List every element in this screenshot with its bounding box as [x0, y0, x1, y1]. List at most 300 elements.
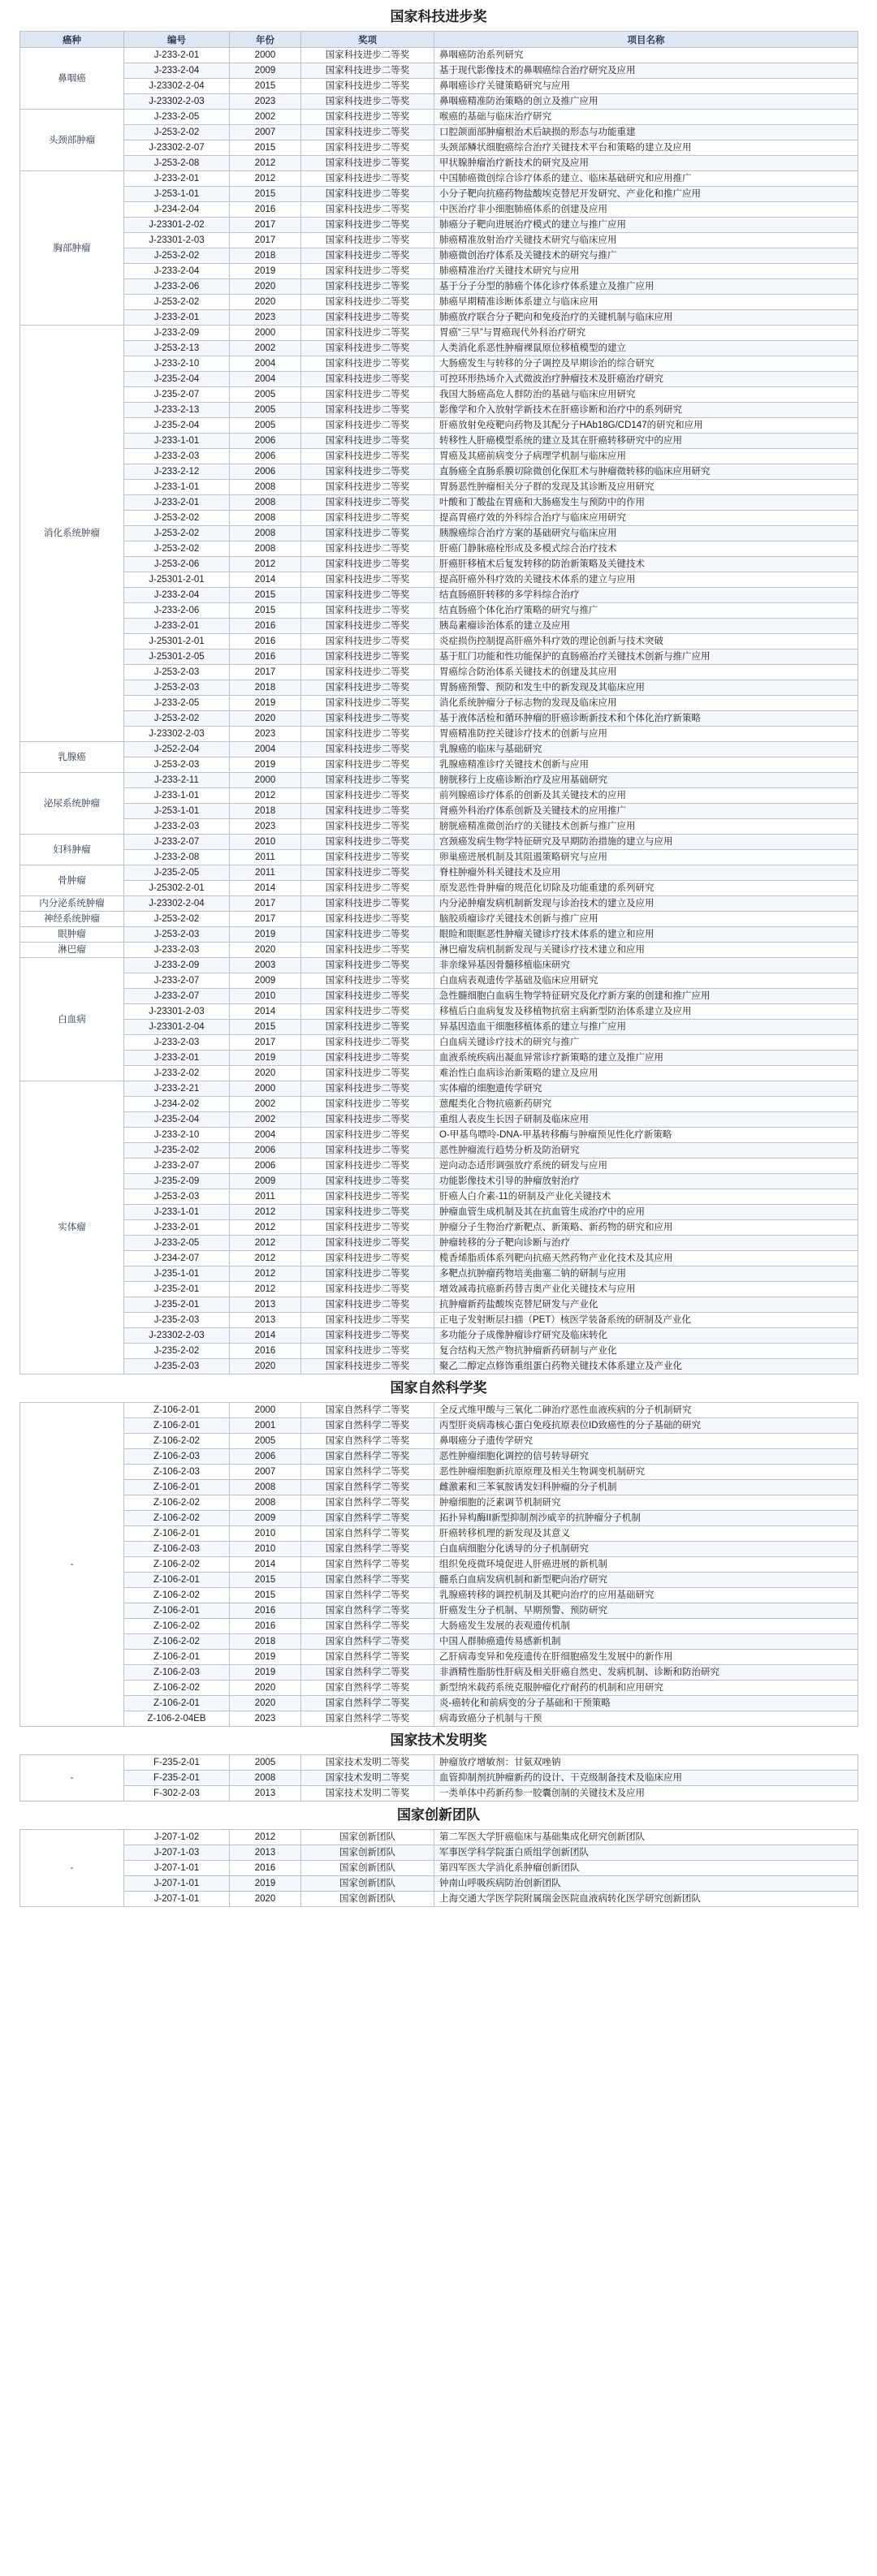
table-row: [20, 896, 858, 912]
award-cell: 国家科技进步二等奖: [301, 619, 434, 634]
project-cell: 全反式维甲酸与三氧化二砷治疗恶性血液疾病的分子机制研究: [434, 1403, 858, 1418]
table-row: [20, 619, 858, 634]
award-cell: 国家科技进步二等奖: [301, 1143, 434, 1159]
project-cell: 头颈部鳞状细胞癌综合治疗关键技术平台和策略的建立及应用: [434, 140, 858, 156]
code-cell: J-234-2-02: [124, 1097, 230, 1112]
table-row: [20, 48, 858, 63]
project-cell: 肺癌分子靶向进展治疗模式的建立与推广应用: [434, 218, 858, 233]
award-cell: 国家自然科学二等奖: [301, 1650, 434, 1665]
column-header-project: 项目名称: [434, 32, 858, 48]
code-cell: J-235-2-03: [124, 1313, 230, 1328]
award-cell: 国家科技进步二等奖: [301, 48, 434, 63]
code-cell: J-233-2-01: [124, 48, 230, 63]
code-cell: J-253-2-03: [124, 757, 230, 773]
year-cell: 2019: [230, 1876, 301, 1892]
table-row: [20, 449, 858, 464]
project-cell: 基于肛门功能和性功能保护的直肠癌治疗关键技术创新与推广应用: [434, 649, 858, 665]
table-row: [20, 1588, 858, 1603]
project-cell: 鼻咽癌精准防治策略的创立及推广应用: [434, 94, 858, 110]
table-row: [20, 1480, 858, 1495]
table-row: [20, 248, 858, 264]
project-cell: 一类单体中药新药参一胶囊创制的关键技术及应用: [434, 1786, 858, 1801]
project-cell: 胃肠癌预警、预防和发生中的新发现及其临床应用: [434, 680, 858, 696]
award-cell: 国家科技进步二等奖: [301, 310, 434, 326]
code-cell: J-233-2-03: [124, 943, 230, 958]
table-row: [20, 1634, 858, 1650]
award-cell: 国家科技进步二等奖: [301, 927, 434, 943]
category-cell: 白血病: [20, 958, 124, 1081]
project-cell: 抗肿瘤新药盐酸埃克替尼研发与产业化: [434, 1297, 858, 1313]
year-cell: 2009: [230, 63, 301, 79]
project-cell: 非酒精性脂肪性肝病及相关肝癌自然史、发病机制、诊断和防治研究: [434, 1665, 858, 1681]
project-cell: 肾癌外科治疗体系创新及关键技术的应用推广: [434, 804, 858, 819]
code-cell: J-253-2-02: [124, 542, 230, 557]
project-cell: 鼻咽癌防治系列研究: [434, 48, 858, 63]
year-cell: 2006: [230, 449, 301, 464]
year-cell: 2015: [230, 1020, 301, 1035]
table-row: [20, 572, 858, 588]
award-cell: 国家科技进步二等奖: [301, 1313, 434, 1328]
award-cell: 国家科技进步二等奖: [301, 850, 434, 865]
award-cell: 国家自然科学二等奖: [301, 1696, 434, 1711]
code-cell: J-233-1-01: [124, 434, 230, 449]
award-cell: 国家科技进步二等奖: [301, 1297, 434, 1313]
project-cell: 提高肝癌外科疗效的关键技术体系的建立与应用: [434, 572, 858, 588]
project-cell: 多功能分子成像肿瘤诊疗研究及临床转化: [434, 1328, 858, 1344]
project-cell: 小分子靶向抗癌药物盐酸埃克替尼开发研究、产业化和推广应用: [434, 187, 858, 202]
table-row: [20, 1526, 858, 1542]
category-cell: 淋巴瘤: [20, 943, 124, 958]
project-cell: 恶性肿瘤细胞化调控的信号转导研究: [434, 1449, 858, 1465]
code-cell: J-207-1-03: [124, 1845, 230, 1861]
year-cell: 2019: [230, 696, 301, 711]
award-cell: 国家科技进步二等奖: [301, 557, 434, 572]
year-cell: 2023: [230, 94, 301, 110]
table-row: [20, 1681, 858, 1696]
award-cell: 国家科技进步二等奖: [301, 1189, 434, 1205]
table-row: [20, 495, 858, 511]
award-cell: 国家科技进步二等奖: [301, 588, 434, 603]
code-cell: J-233-2-11: [124, 773, 230, 788]
table-row: [20, 526, 858, 542]
year-cell: 2017: [230, 912, 301, 927]
table-row: [20, 1189, 858, 1205]
table-row: [20, 634, 858, 649]
award-cell: 国家科技进步二等奖: [301, 788, 434, 804]
code-cell: J-233-2-01: [124, 1051, 230, 1066]
table-row: [20, 1786, 858, 1801]
year-cell: 2010: [230, 835, 301, 850]
project-cell: 肺癌精准放射治疗关键技术研究与临床应用: [434, 233, 858, 248]
year-cell: 2008: [230, 495, 301, 511]
code-cell: J-233-2-05: [124, 1236, 230, 1251]
table-row: [20, 1220, 858, 1236]
project-cell: 结直肠癌肝转移的多学科综合治疗: [434, 588, 858, 603]
table-row: [20, 1159, 858, 1174]
table-row: [20, 1066, 858, 1081]
year-cell: 2016: [230, 202, 301, 218]
year-cell: 2015: [230, 1573, 301, 1588]
code-cell: J-23302-2-04: [124, 896, 230, 912]
table-row: [20, 387, 858, 403]
project-cell: 基于液体活检和循环肿瘤的肝癌诊断新技术和个体化治疗新策略: [434, 711, 858, 727]
category-cell: 妇科肿瘤: [20, 835, 124, 865]
code-cell: J-235-2-02: [124, 1344, 230, 1359]
year-cell: 2014: [230, 1557, 301, 1573]
table-row: [20, 1128, 858, 1143]
table-row: [20, 1205, 858, 1220]
award-cell: 国家科技进步二等奖: [301, 1066, 434, 1081]
year-cell: 2004: [230, 742, 301, 757]
project-cell: 肺癌精准治疗关键技术研究与应用: [434, 264, 858, 279]
year-cell: 2012: [230, 788, 301, 804]
code-cell: J-233-2-09: [124, 958, 230, 973]
table-row: [20, 295, 858, 310]
table-row: [20, 1876, 858, 1892]
table-row: [20, 1266, 858, 1282]
award-cell: 国家科技进步二等奖: [301, 110, 434, 125]
award-cell: 国家科技进步二等奖: [301, 464, 434, 480]
award-cell: 国家自然科学二等奖: [301, 1573, 434, 1588]
year-cell: 2002: [230, 341, 301, 356]
project-cell: 肺癌放疗联合分子靶向和免疫治疗的关键机制与临床应用: [434, 310, 858, 326]
table-row: [20, 557, 858, 572]
project-cell: 恶性肿瘤流行趋势分析及防治研究: [434, 1143, 858, 1159]
table-row: [20, 1495, 858, 1511]
table-row: [20, 1328, 858, 1344]
code-cell: J-253-2-13: [124, 341, 230, 356]
award-cell: 国家科技进步二等奖: [301, 403, 434, 418]
award-cell: 国家科技进步二等奖: [301, 279, 434, 295]
year-cell: 2006: [230, 1143, 301, 1159]
year-cell: 2006: [230, 464, 301, 480]
project-cell: 肺癌早期精准诊断体系建立与临床应用: [434, 295, 858, 310]
award-cell: 国家自然科学二等奖: [301, 1603, 434, 1619]
project-cell: 脊柱肿瘤外科关键技术及应用: [434, 865, 858, 881]
year-cell: 2016: [230, 1344, 301, 1359]
award-cell: 国家自然科学二等奖: [301, 1495, 434, 1511]
year-cell: 2020: [230, 279, 301, 295]
year-cell: 2006: [230, 1159, 301, 1174]
year-cell: 2006: [230, 434, 301, 449]
award-cell: 国家科技进步二等奖: [301, 819, 434, 835]
year-cell: 2014: [230, 881, 301, 896]
project-cell: 聚乙二醇定点修饰重组蛋白药物关键技术体系建立及产业化: [434, 1359, 858, 1374]
project-cell: 消化系统肿瘤分子标志物的发现及临床应用: [434, 696, 858, 711]
project-cell: 胰岛素瘤诊治体系的建立及应用: [434, 619, 858, 634]
table-row: [20, 1236, 858, 1251]
year-cell: 2010: [230, 1542, 301, 1557]
project-cell: 白血病表观遗传学基础及临床应用研究: [434, 973, 858, 989]
table-row: [20, 1711, 858, 1727]
project-cell: 中国人群肺癌遗传易感新机制: [434, 1634, 858, 1650]
award-cell: 国家科技进步二等奖: [301, 1205, 434, 1220]
table-row: [20, 927, 858, 943]
project-cell: 上海交通大学医学院附属瑞金医院血液病转化医学研究创新团队: [434, 1892, 858, 1907]
code-cell: J-235-2-03: [124, 1359, 230, 1374]
award-cell: 国家自然科学二等奖: [301, 1711, 434, 1727]
table-row: [20, 1313, 858, 1328]
year-cell: 2004: [230, 1128, 301, 1143]
column-header-category: 癌种: [20, 32, 124, 48]
code-cell: J-253-2-02: [124, 526, 230, 542]
code-cell: Z-106-2-03: [124, 1665, 230, 1681]
awards-table: [19, 1829, 858, 1907]
year-cell: 2019: [230, 1650, 301, 1665]
year-cell: 2015: [230, 187, 301, 202]
award-cell: 国家技术发明二等奖: [301, 1786, 434, 1801]
award-cell: 国家科技进步二等奖: [301, 572, 434, 588]
year-cell: 2008: [230, 511, 301, 526]
project-cell: 实体瘤的细胞遗传学研究: [434, 1081, 858, 1097]
table-row: [20, 1097, 858, 1112]
year-cell: 2011: [230, 1189, 301, 1205]
code-cell: J-253-2-03: [124, 665, 230, 680]
table-row: [20, 140, 858, 156]
award-cell: 国家科技进步二等奖: [301, 804, 434, 819]
project-cell: 肿瘤血管生成机制及其在抗血管生成治疗中的应用: [434, 1205, 858, 1220]
code-cell: Z-106-2-02: [124, 1434, 230, 1449]
award-cell: 国家科技进步二等奖: [301, 1236, 434, 1251]
award-cell: 国家科技进步二等奖: [301, 1081, 434, 1097]
award-cell: 国家自然科学二等奖: [301, 1418, 434, 1434]
project-cell: 肝癌人白介素-11的研制及产业化关键技术: [434, 1189, 858, 1205]
award-cell: 国家科技进步二等奖: [301, 1035, 434, 1051]
award-cell: 国家科技进步二等奖: [301, 665, 434, 680]
year-cell: 2018: [230, 248, 301, 264]
year-cell: 2015: [230, 603, 301, 619]
project-cell: 转移性人肝癌模型系统的建立及其在肝癌转移研究中的应用: [434, 434, 858, 449]
code-cell: Z-106-2-01: [124, 1418, 230, 1434]
code-cell: J-233-2-10: [124, 1128, 230, 1143]
project-cell: 原发恶性骨肿瘤的规范化切除及功能重建的系列研究: [434, 881, 858, 896]
project-cell: 正电子发射断层扫描（PET）核医学装备系统的研制及产业化: [434, 1313, 858, 1328]
year-cell: 2016: [230, 1861, 301, 1876]
award-cell: 国家科技进步二等奖: [301, 356, 434, 372]
table-row: [20, 356, 858, 372]
award-cell: 国家科技进步二等奖: [301, 1020, 434, 1035]
project-cell: O-甲基鸟嘌呤-DNA-甲基转移酶与肿瘤预见性化疗新策略: [434, 1128, 858, 1143]
table-row: [20, 1020, 858, 1035]
award-cell: 国家科技进步二等奖: [301, 1004, 434, 1020]
project-cell: 肝癌门静脉癌栓形成及多模式综合治疗技术: [434, 542, 858, 557]
award-cell: 国家科技进步二等奖: [301, 896, 434, 912]
project-cell: 复合结构天然产物抗肿瘤新药研制与产业化: [434, 1344, 858, 1359]
award-cell: 国家科技进步二等奖: [301, 125, 434, 140]
code-cell: J-207-1-01: [124, 1861, 230, 1876]
code-cell: J-233-1-01: [124, 1205, 230, 1220]
table-row: [20, 511, 858, 526]
code-cell: J-233-2-05: [124, 110, 230, 125]
table-row: [20, 434, 858, 449]
code-cell: F-235-2-01: [124, 1755, 230, 1771]
code-cell: J-233-2-04: [124, 588, 230, 603]
table-row: [20, 341, 858, 356]
award-cell: 国家科技进步二等奖: [301, 248, 434, 264]
award-cell: 国家科技进步二等奖: [301, 418, 434, 434]
year-cell: 2019: [230, 927, 301, 943]
table-row: [20, 171, 858, 187]
table-row: [20, 1696, 858, 1711]
year-cell: 2013: [230, 1845, 301, 1861]
year-cell: 2012: [230, 1282, 301, 1297]
code-cell: J-235-2-01: [124, 1297, 230, 1313]
award-cell: 国家科技进步二等奖: [301, 727, 434, 742]
project-cell: 内分泌肿瘤发病机制新发现与诊治技术的建立及应用: [434, 896, 858, 912]
table-row: [20, 1418, 858, 1434]
table-row: [20, 480, 858, 495]
table-row: [20, 1542, 858, 1557]
award-cell: 国家科技进步二等奖: [301, 63, 434, 79]
code-cell: Z-106-2-02: [124, 1511, 230, 1526]
code-cell: J-253-2-02: [124, 511, 230, 526]
project-cell: 胃癌“三早”与胃癌现代外科治疗研究: [434, 326, 858, 341]
year-cell: 2007: [230, 1465, 301, 1480]
year-cell: 2017: [230, 665, 301, 680]
year-cell: 2012: [230, 1205, 301, 1220]
project-cell: 膀胱癌精准微创治疗的关键技术创新与推广应用: [434, 819, 858, 835]
year-cell: 2012: [230, 557, 301, 572]
award-cell: 国家自然科学二等奖: [301, 1480, 434, 1495]
column-header-code: 编号: [124, 32, 230, 48]
award-cell: 国家自然科学二等奖: [301, 1434, 434, 1449]
table-row: [20, 233, 858, 248]
award-cell: 国家自然科学二等奖: [301, 1634, 434, 1650]
year-cell: 2016: [230, 1619, 301, 1634]
award-cell: 国家科技进步二等奖: [301, 156, 434, 171]
year-cell: 2001: [230, 1418, 301, 1434]
category-cell: -: [20, 1830, 124, 1907]
year-cell: 2015: [230, 1588, 301, 1603]
code-cell: J-233-1-01: [124, 480, 230, 495]
code-cell: J-233-2-06: [124, 603, 230, 619]
table-row: [20, 403, 858, 418]
code-cell: J-253-2-06: [124, 557, 230, 572]
code-cell: J-233-2-03: [124, 819, 230, 835]
project-cell: 提高胃癌疗效的外科综合治疗与临床应用研究: [434, 511, 858, 526]
award-cell: 国家科技进步二等奖: [301, 711, 434, 727]
project-cell: 胃癌精准防控关键诊疗技术的创新与应用: [434, 727, 858, 742]
award-cell: 国家科技进步二等奖: [301, 680, 434, 696]
award-cell: 国家科技进步二等奖: [301, 1266, 434, 1282]
year-cell: 2005: [230, 1755, 301, 1771]
table-row: [20, 1359, 858, 1374]
code-cell: J-253-2-02: [124, 248, 230, 264]
code-cell: J-252-2-04: [124, 742, 230, 757]
code-cell: J-235-2-07: [124, 387, 230, 403]
award-cell: 国家科技进步二等奖: [301, 79, 434, 94]
table-row: [20, 1112, 858, 1128]
award-cell: 国家科技进步二等奖: [301, 1220, 434, 1236]
table-row: [20, 1755, 858, 1771]
award-cell: 国家科技进步二等奖: [301, 943, 434, 958]
code-cell: J-235-2-04: [124, 372, 230, 387]
table-row: [20, 1434, 858, 1449]
year-cell: 2009: [230, 1511, 301, 1526]
year-cell: 2005: [230, 418, 301, 434]
table-row: [20, 310, 858, 326]
project-cell: 卵巢癌进展机制及其阻遏策略研究与应用: [434, 850, 858, 865]
year-cell: 2020: [230, 295, 301, 310]
year-cell: 2015: [230, 79, 301, 94]
award-cell: 国家科技进步二等奖: [301, 434, 434, 449]
code-cell: J-207-1-01: [124, 1892, 230, 1907]
table-row: [20, 773, 858, 788]
year-cell: 2004: [230, 372, 301, 387]
award-cell: 国家创新团队: [301, 1861, 434, 1876]
award-cell: 国家创新团队: [301, 1876, 434, 1892]
project-cell: 第四军医大学消化系肿瘤创新团队: [434, 1861, 858, 1876]
award-cell: 国家创新团队: [301, 1892, 434, 1907]
year-cell: 2002: [230, 1097, 301, 1112]
award-cell: 国家科技进步二等奖: [301, 264, 434, 279]
code-cell: J-25301-2-01: [124, 572, 230, 588]
year-cell: 2016: [230, 1603, 301, 1619]
code-cell: J-235-2-09: [124, 1174, 230, 1189]
category-cell: -: [20, 1755, 124, 1801]
table-row: [20, 1665, 858, 1681]
project-cell: 逆向动态适形调强放疗系统的研发与应用: [434, 1159, 858, 1174]
code-cell: Z-106-2-03: [124, 1542, 230, 1557]
awards-table: [19, 1402, 858, 1727]
category-cell: 鼻咽癌: [20, 48, 124, 110]
code-cell: J-253-2-02: [124, 125, 230, 140]
award-cell: 国家技术发明二等奖: [301, 1771, 434, 1786]
code-cell: J-233-2-07: [124, 973, 230, 989]
code-cell: Z-106-2-01: [124, 1573, 230, 1588]
project-cell: 非亲缘异基因骨髓移植临床研究: [434, 958, 858, 973]
award-cell: 国家科技进步二等奖: [301, 372, 434, 387]
table-row: [20, 757, 858, 773]
table-body: [20, 48, 858, 1374]
table-row: [20, 156, 858, 171]
year-cell: 2008: [230, 1495, 301, 1511]
year-cell: 2020: [230, 1681, 301, 1696]
table-row: [20, 804, 858, 819]
award-cell: 国家创新团队: [301, 1830, 434, 1845]
code-cell: J-233-2-10: [124, 356, 230, 372]
category-cell: -: [20, 1403, 124, 1727]
year-cell: 2023: [230, 310, 301, 326]
project-cell: 宫颈癌发病生物学特征研究及早期防治措施的建立与应用: [434, 835, 858, 850]
code-cell: J-25301-2-01: [124, 634, 230, 649]
table-row: [20, 1004, 858, 1020]
code-cell: Z-106-2-01: [124, 1696, 230, 1711]
project-cell: 难治性白血病诊治新策略的建立及应用: [434, 1066, 858, 1081]
table-row: [20, 1403, 858, 1418]
project-cell: 军事医学科学院蛋白质组学创新团队: [434, 1845, 858, 1861]
project-cell: 眼睑和眼眶恶性肿瘤关键诊疗技术体系的建立和应用: [434, 927, 858, 943]
table-row: [20, 742, 858, 757]
year-cell: 2008: [230, 1480, 301, 1495]
table-row: [20, 711, 858, 727]
award-cell: 国家科技进步二等奖: [301, 1051, 434, 1066]
awards-table: [19, 31, 858, 1374]
table-row: [20, 1051, 858, 1066]
project-cell: 胰腺癌综合治疗方案的基础研究与临床应用: [434, 526, 858, 542]
code-cell: J-233-1-01: [124, 788, 230, 804]
year-cell: 2012: [230, 1830, 301, 1845]
year-cell: 2006: [230, 1449, 301, 1465]
code-cell: Z-106-2-01: [124, 1480, 230, 1495]
award-cell: 国家自然科学二等奖: [301, 1557, 434, 1573]
code-cell: Z-106-2-01: [124, 1403, 230, 1418]
award-cell: 国家科技进步二等奖: [301, 634, 434, 649]
year-cell: 2012: [230, 1251, 301, 1266]
table-row: [20, 603, 858, 619]
project-cell: 新型纳米载药系统克服肿瘤化疗耐药的机制和应用研究: [434, 1681, 858, 1696]
code-cell: J-23302-2-03: [124, 94, 230, 110]
